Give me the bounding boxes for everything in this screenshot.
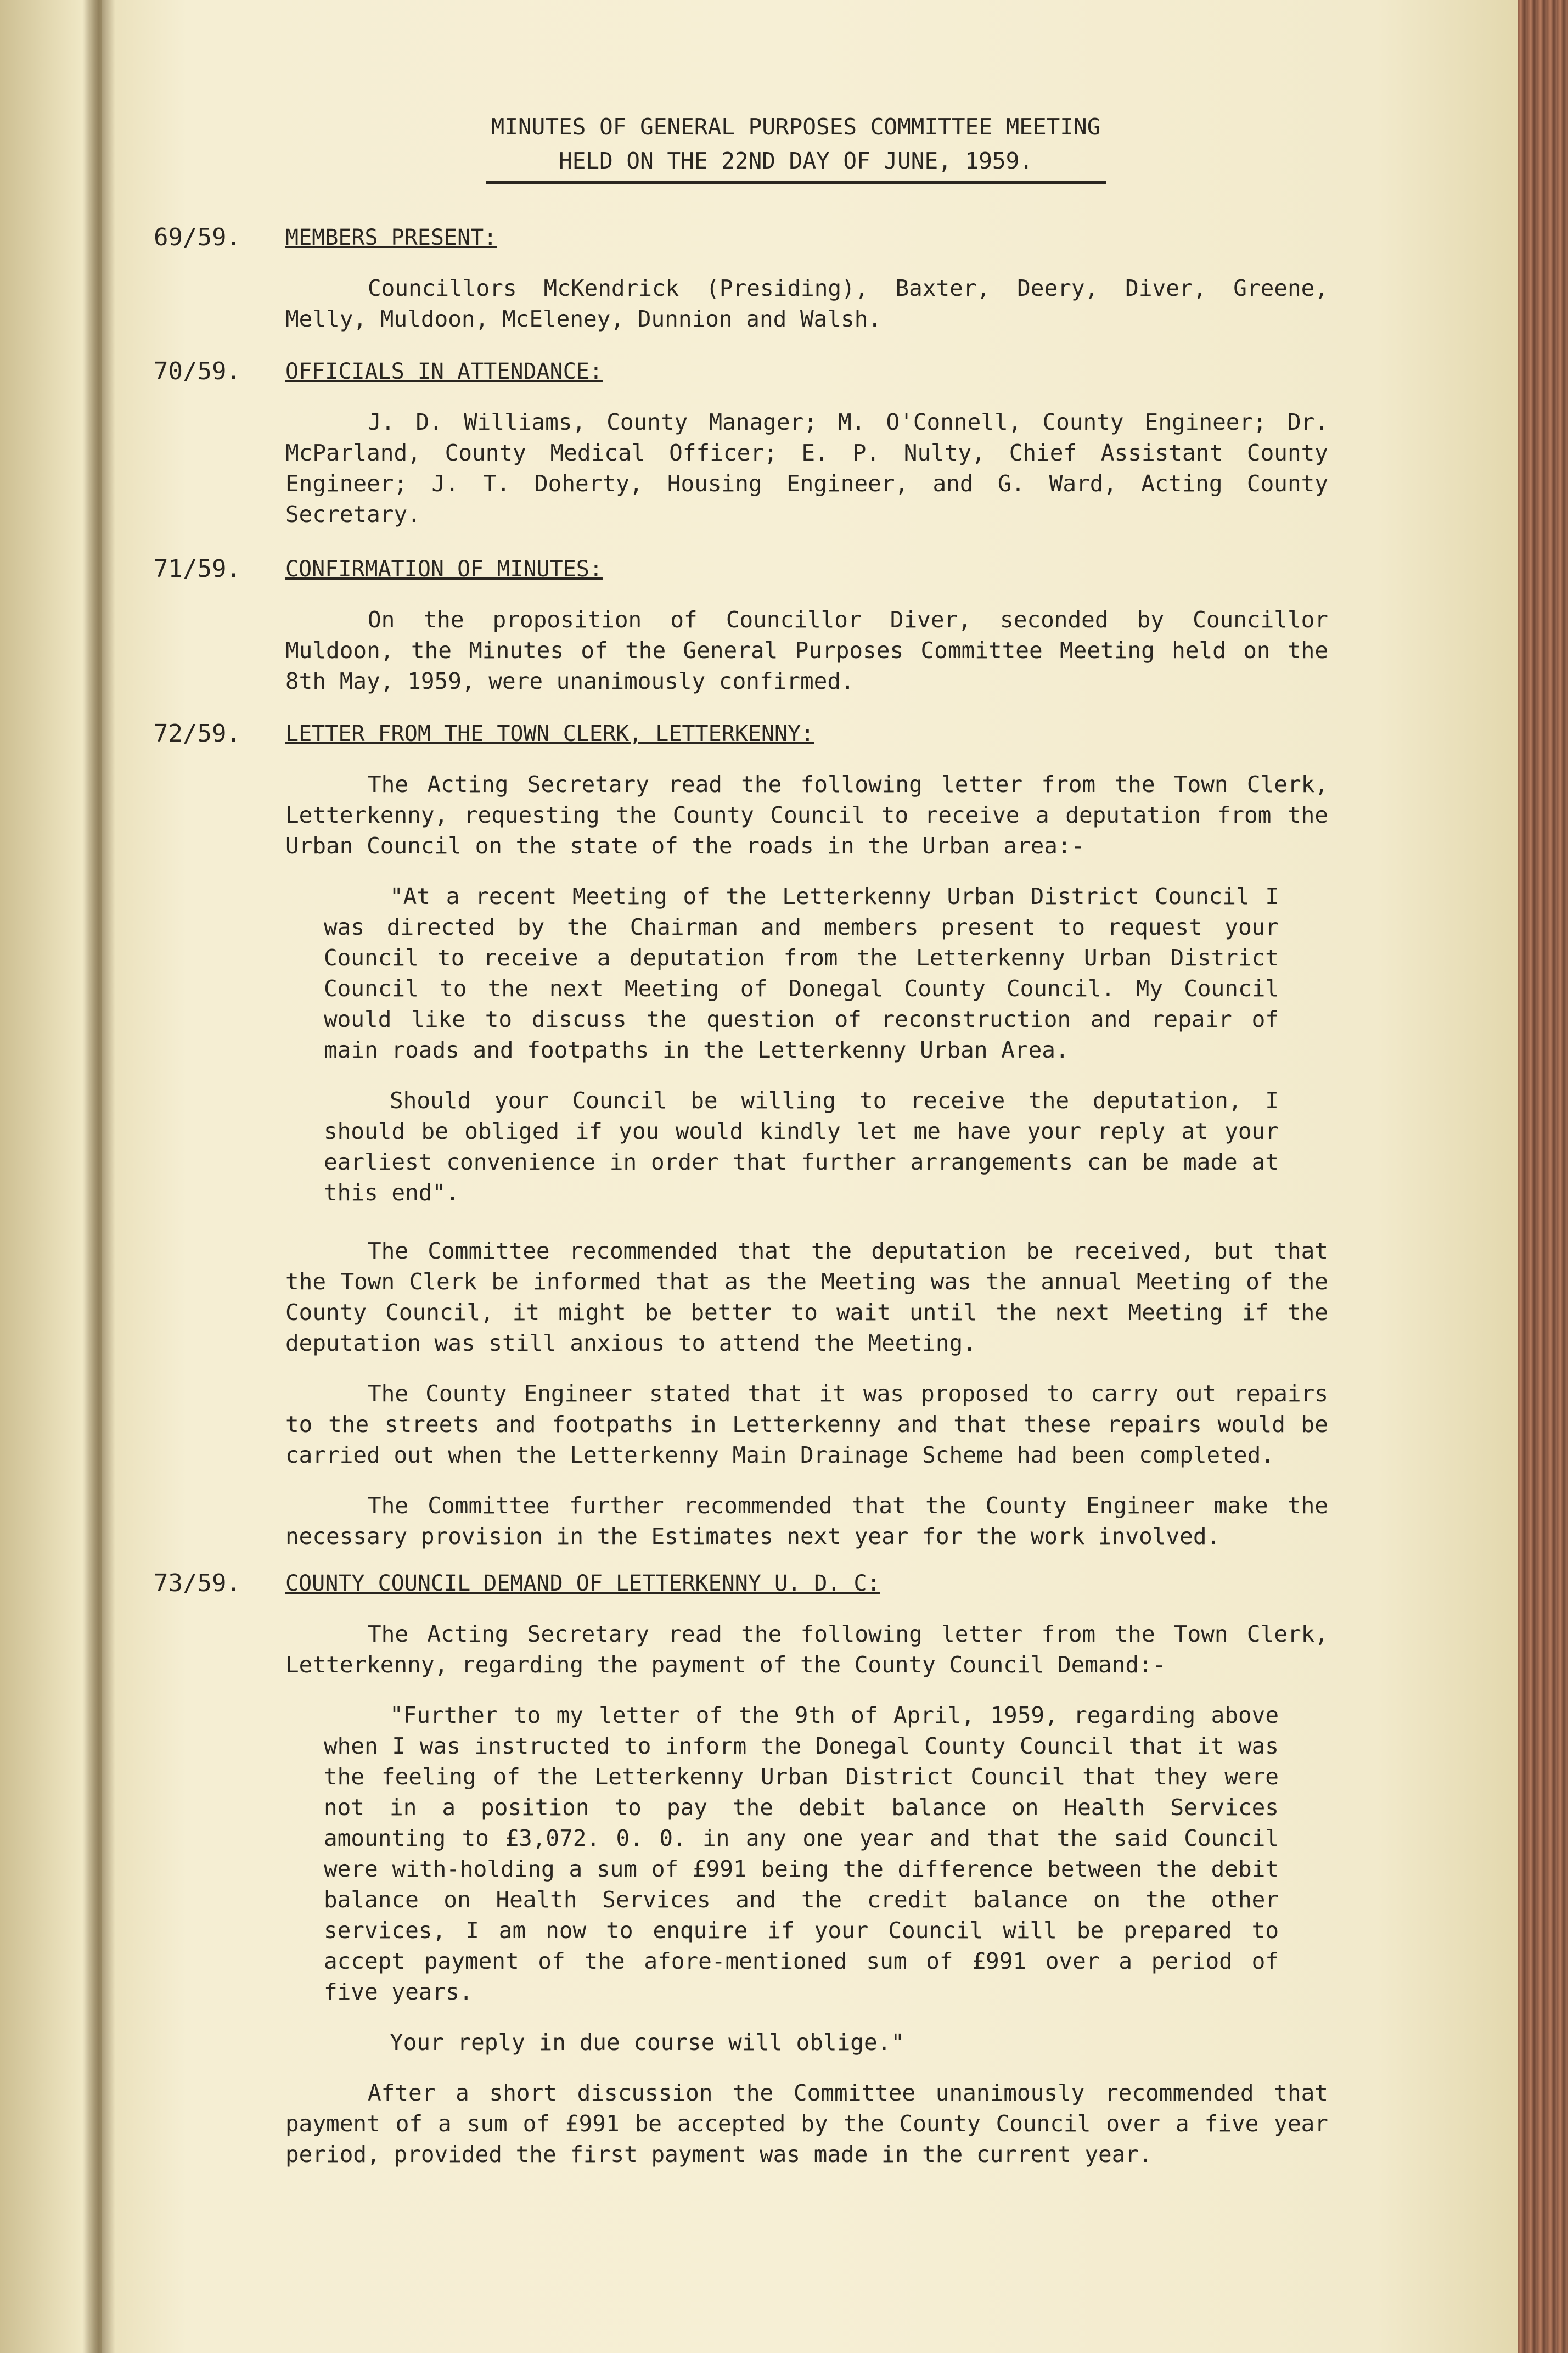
minute-paragraph: The Committee further recommended that the County Engineer make the necessary provision in the Estimates next year for the work involved. <box>285 1492 1328 1549</box>
minute-number: 71/59. <box>154 555 241 583</box>
minute-item <box>154 222 1328 334</box>
minute-paragraph: The Acting Secretary read the following letter from the Town Clerk, Letterkenny, requesting the County Council to receive a deputation from the Urban Council on the state of the roads in the Urban area:- <box>285 771 1328 859</box>
minute-paragraph: The County Engineer stated that it was proposed to carry out repairs to the streets and footpaths in Letterkenny and that these repairs would be carried out when the Letterkenny Main Drainage Scheme had been completed. <box>285 1380 1328 1468</box>
minute-item <box>154 554 1328 697</box>
quoted-letter-paragraph: "At a recent Meeting of the Letterkenny Urban District Council I was directed by the Chairman and members present to request your Council to receive a deputation from the Letterkenny Urban District Council to the next Meeting of Donegal County Council. My Council would like to discuss the question of reconstruction and repair of main roads and footpaths in the Letterkenny Urban Area. <box>324 883 1279 1063</box>
minute-paragraph: On the proposition of Councillor Diver, seconded by Councillor Muldoon, the Minutes of the General Purposes Committee Meeting held on the 8th May, 1959, were unanimously confirmed. <box>285 606 1328 694</box>
quoted-letter-paragraph: Should your Council be willing to receive the deputation, I should be obliged if you would kindly let me have your reply at your earliest convenience in order that further arrangements can be made at this end". <box>324 1087 1279 1206</box>
minute-number: 70/59. <box>154 357 241 385</box>
minute-heading: LETTER FROM THE TOWN CLERK, LETTERKENNY: <box>285 721 814 746</box>
minute-item <box>154 356 1328 530</box>
title-block <box>412 110 1180 184</box>
book-gutter <box>82 0 115 2353</box>
minute-paragraph: After a short discussion the Committee unanimously recommended that payment of a sum of £991 be accepted by the County Council over a five year period, provided the first payment was made in the current year. <box>285 2080 1328 2167</box>
title-line-1: MINUTES OF GENERAL PURPOSES COMMITTEE MEETING <box>491 114 1101 140</box>
minute-heading: COUNTY COUNCIL DEMAND OF LETTERKENNY U. D. C: <box>285 1571 880 1596</box>
minute-number: 73/59. <box>154 1569 241 1597</box>
minute-item <box>154 1568 1328 2170</box>
quoted-letter-paragraph: Your reply in due course will oblige." <box>390 2029 904 2056</box>
minutes-content <box>154 110 1328 2170</box>
title-line-2: HELD ON THE 22ND DAY OF JUNE, 1959. <box>559 148 1033 174</box>
title-underline <box>486 181 1106 184</box>
page-stack-edge <box>1518 0 1568 2353</box>
minute-paragraph: J. D. Williams, County Manager; M. O'Connell, County Engineer; Dr. McParland, County Medical Officer; E. P. Nulty, Chief Assistant County Engineer; J. T. Doherty, Housing Engineer, and G. Ward, Acting County Secretary. <box>285 409 1328 527</box>
minute-paragraph: The Acting Secretary read the following letter from the Town Clerk, Letterkenny, regarding the payment of the County Council Demand:- <box>285 1621 1328 1678</box>
minute-heading: OFFICIALS IN ATTENDANCE: <box>285 359 603 384</box>
minute-number: 69/59. <box>154 223 241 251</box>
minute-paragraph: The Committee recommended that the deputation be received, but that the Town Clerk be informed that as the Meeting was the annual Meeting of the County Council, it might be better to wait until the next Meeting if the deputation was still anxious to attend the Meeting. <box>285 1238 1328 1356</box>
quoted-letter-paragraph: "Further to my letter of the 9th of April, 1959, regarding above when I was instructed to inform the Donegal County Council that it was the feeling of the Letterkenny Urban District Council that they were not in a position to pay the debit balance on Health Services amounting to £3,072. 0. 0. in any one year and that the said Council were with-holding a sum of £991 being the difference between the debit balance on Health Services and the credit balance on the other services, I am now to enquire if your Council will be prepared to accept payment of the afore-mentioned sum of £991 over a period of five years. <box>324 1702 1279 2005</box>
minute-heading: MEMBERS PRESENT: <box>285 225 497 250</box>
minute-paragraph: Councillors McKendrick (Presiding), Baxter, Deery, Diver, Greene, Melly, Muldoon, McEleney, Dunnion and Walsh. <box>285 275 1328 332</box>
minute-item <box>154 718 1328 1552</box>
minute-number: 72/59. <box>154 720 241 748</box>
minute-heading: CONFIRMATION OF MINUTES: <box>285 557 603 582</box>
